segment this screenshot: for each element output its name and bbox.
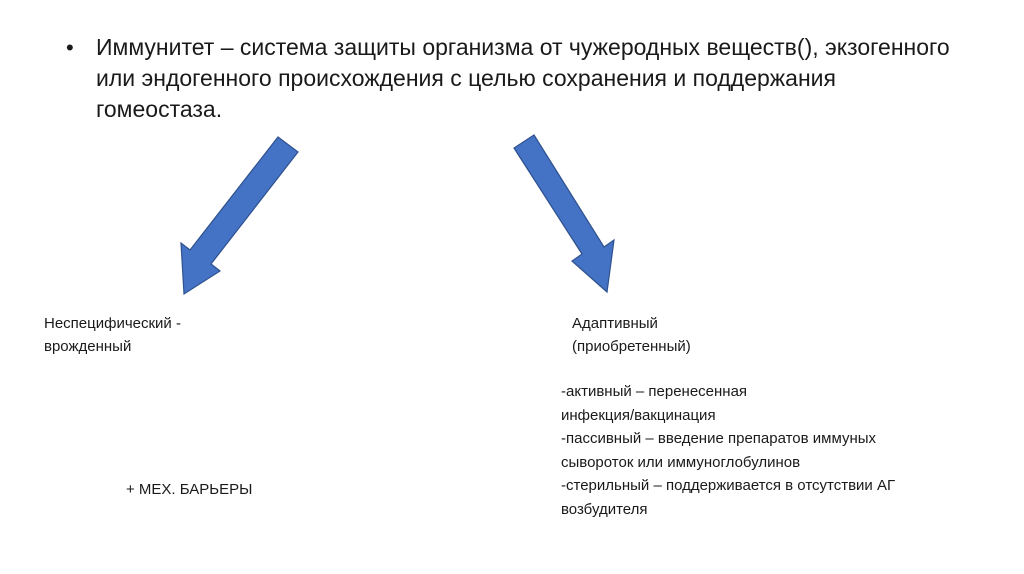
adaptive-label-line2: (приобретенный) <box>572 338 691 355</box>
adaptive-label-line1: Адаптивный <box>572 315 658 332</box>
adaptive-type-line: -стерильный – поддерживается в отсутствии АГ <box>561 477 896 494</box>
left-arrow-icon <box>181 137 298 294</box>
innate-immunity-label <box>44 312 244 358</box>
adaptive-types-list <box>561 380 981 521</box>
mechanical-barriers-note: + МЕХ. БАРЬЕРЫ <box>126 481 253 498</box>
right-arrow-icon <box>514 135 614 292</box>
adaptive-type-line: -активный – перенесенная <box>561 383 748 400</box>
adaptive-type-line: инфекция/вакцинация <box>561 406 716 424</box>
innate-label-line1: Неспецифический - <box>44 315 181 332</box>
adaptive-type-line: возбудителя <box>561 500 648 518</box>
innate-label-line2: врожденный <box>44 338 132 355</box>
bullet-marker: • <box>66 35 74 60</box>
adaptive-type-line: сывороток или иммуноглобулинов <box>561 453 801 471</box>
adaptive-immunity-label <box>572 312 772 358</box>
adaptive-type-line: -пассивный – введение препаратов иммуных <box>561 430 877 447</box>
immunity-definition-text: Иммунитет – система защиты организма от чужеродных веществ(), экзогенного или эндогенного происхождения с целью сохранения и поддержания гомеостаза. <box>96 34 950 122</box>
